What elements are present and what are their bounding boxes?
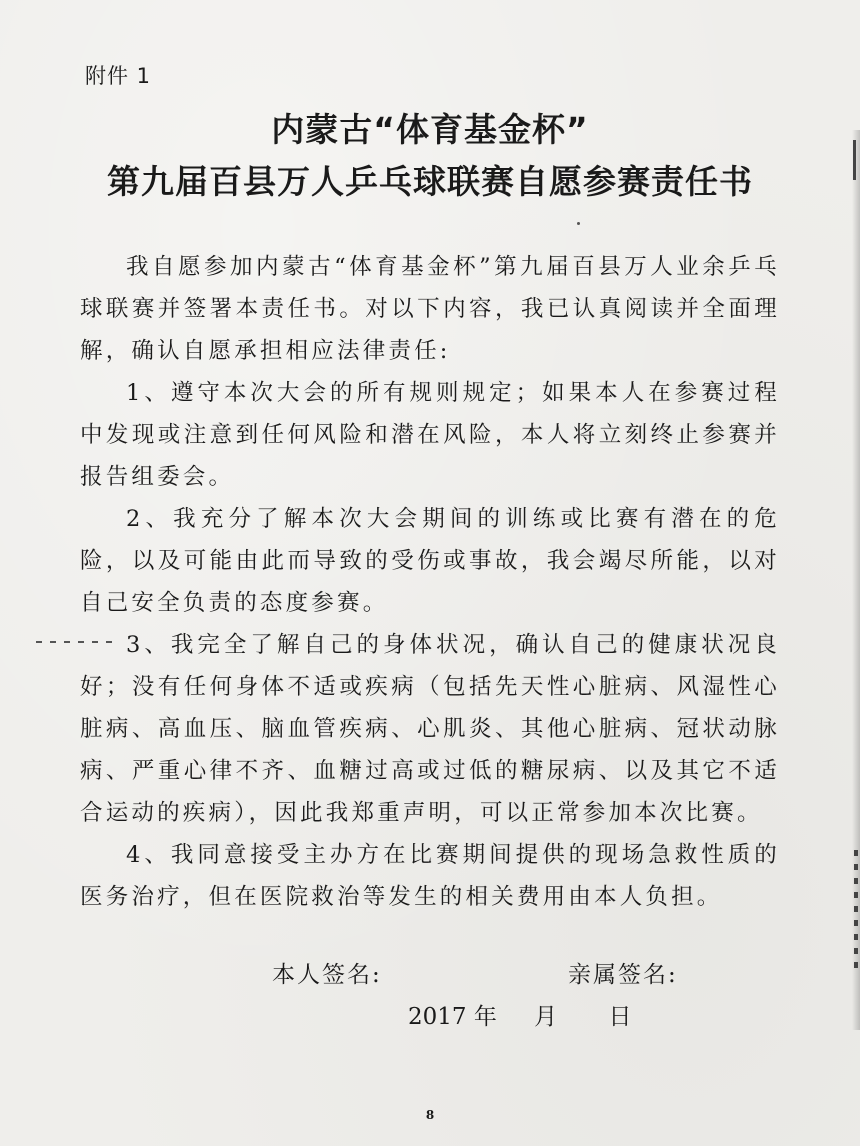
date-line bbox=[408, 998, 631, 1031]
signature-self-label: 本人签名: bbox=[272, 962, 382, 988]
date-year: 2017 年 bbox=[408, 1004, 497, 1030]
intro-paragraph: 我自愿参加内蒙古“体育基金杯”第九届百县万人业余乒乓球联赛并签署本责任书。对以下内容，我已认真阅读并全面理解，确认自愿承担相应法律责任: bbox=[80, 254, 780, 364]
document-title-line2: 第九届百县万人乒乓球联赛自愿参赛责任书 bbox=[107, 162, 753, 201]
signature-relative-label: 亲属签名: bbox=[568, 962, 678, 988]
scan-edge-mark bbox=[854, 850, 858, 970]
clause-4: 4、我同意接受主办方在比赛期间提供的现场急救性质的医务治疗，但在医院救治等发生的相关费用由本人负担。 bbox=[80, 842, 780, 910]
scan-edge-mark bbox=[853, 140, 856, 180]
document-title-line1: 内蒙古“体育基金杯” bbox=[271, 110, 589, 149]
scan-dash-marks bbox=[36, 641, 116, 643]
clause-3: 3、我完全了解自己的身体状况，确认自己的健康状况良好；没有任何身体不适或疾病（包括先天性心脏病、风湿性心脏病、高血压、脑血管疾病、心肌炎、其他心脏病、冠状动脉病、严重心律不齐、血糖过高或过低的糖尿病、以及其它不适合运动的疾病），因此我郑重声明，可以正常参加本次比赛。 bbox=[80, 632, 780, 826]
date-day: 日 bbox=[608, 1004, 632, 1030]
clause-2: 2、我充分了解本次大会期间的训练或比赛有潜在的危险，以及可能由此而导致的受伤或事故，我会竭尽所能，以对自己安全负责的态度参赛。 bbox=[80, 506, 780, 616]
attachment-label: 附件 1 bbox=[85, 64, 152, 88]
date-month: 月 bbox=[534, 1004, 558, 1030]
page-number: 8 bbox=[425, 1108, 435, 1122]
clause-1: 1、遵守本次大会的所有规则规定；如果本人在参赛过程中发现或注意到任何风险和潜在风险，本人将立刻终止参赛并报告组委会。 bbox=[80, 380, 780, 490]
scan-smudge bbox=[577, 222, 580, 225]
